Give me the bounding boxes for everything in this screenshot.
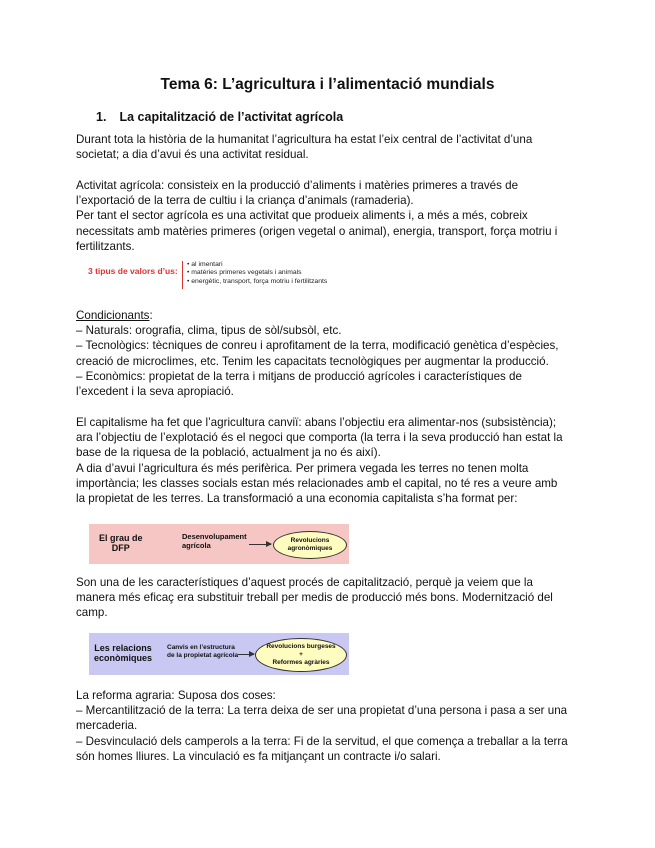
condicionants-heading: Condicionants	[76, 309, 150, 322]
figure-items	[187, 261, 327, 286]
section-heading	[96, 110, 343, 124]
text-line: manera més eficaç era substituir treball per medis de producció més bons. Modernització del	[76, 591, 553, 605]
text-line: – Mercantilització de la terra: La terra deixa de ser una propietat d’una persona i pasa a ser una	[76, 704, 568, 718]
text-line: camp.	[76, 606, 108, 620]
text-line: La reforma agraria: Suposa dos coses:	[76, 689, 276, 702]
diagram-oval: Revolucions agronòmiques	[273, 531, 347, 559]
text-line: són homes lliures. La vinculació es fa mitjançant un contracte i/o salari.	[76, 749, 441, 763]
paragraph-intro	[76, 132, 578, 162]
paragraph-capitalisme	[76, 415, 578, 506]
text-line: l’exportació de la terra de cultiu i la criança d’animals (ramaderia).	[76, 194, 414, 208]
arrow-icon	[249, 544, 271, 545]
diagram-middle-label: Desenvolupament agrícola	[182, 532, 247, 550]
text-line: creació de microclimes, etc. Tenim les capacitats tecnològiques per augmentar la producció.	[76, 354, 549, 368]
text-line: Durant tota la història de la humanitat l’agricultura ha estat l’eix central de l’activitat d’una	[76, 133, 533, 146]
diagram-grau-dfp	[89, 524, 349, 564]
condicionants-heading-line: Condicionants:	[76, 309, 153, 322]
section-number: 1.	[96, 110, 107, 124]
paragraph-reforma-agraria	[76, 688, 578, 764]
paragraph-condicionants	[76, 308, 578, 399]
text-line: El capitalisme ha fet que l’agricultura canviï: abans l’objectiu era alimentar-nos (subsistència);	[76, 416, 557, 429]
text-line: ara l’objectiu de l’explotació és el negoci que comporta (la terra i la seva producció han estat la	[76, 431, 563, 445]
text-line: societat; a dia d’avui és una activitat residual.	[76, 148, 309, 162]
text-line: Son una de les característiques d’aquest procés de capitalització, perquè ja veiem que la	[76, 576, 533, 589]
paragraph-caracteristiques	[76, 575, 578, 621]
arrow-icon	[238, 654, 254, 655]
text-line: – Tecnològics: tècniques de conreu i aprofitament de la terra, modificació genètica d’espècies,	[76, 339, 559, 353]
valors-us-figure	[88, 261, 408, 291]
diagram-left-label: El grau de DFP	[99, 533, 143, 553]
text-line: l’excedent i la seva apropiació.	[76, 385, 234, 399]
diagram-left-label: Les relacions econòmiques	[94, 643, 153, 663]
text-line: Activitat agrícola: consisteix en la producció d’aliments i matèries primeres a través de	[76, 179, 519, 192]
text-line: importància; les classes socials estan més relacionades amb el capital, no té res a veure amb	[76, 476, 558, 490]
text-line: – Econòmics: propietat de la terra i mitjans de producció agrícoles i característiques de	[76, 369, 522, 383]
figure-label: 3 tipus de valors d’us:	[88, 266, 178, 276]
diagram-oval: Revolucions burgeses + Reformes agràries	[255, 638, 347, 672]
page-title: Tema 6: L’agricultura i l’alimentació mundials	[160, 76, 495, 93]
text-line: fertilitzants.	[76, 239, 135, 253]
text-line: la propietat de les terres. La transformació a una economia capitalista s’ha format per:	[76, 492, 518, 506]
text-line: necessitats amb matèries primeres (origen vegetal o animal), energia, transport, força motriu i	[76, 224, 558, 238]
text-line: – Desvinculació dels camperols a la terra: Fi de la servitud, el que comença a treballar a la terra	[76, 734, 568, 748]
text-line: mercaderia.	[76, 719, 138, 733]
paragraph-activitat	[76, 178, 578, 254]
diagram-middle-label: Canvis en l’estructura de la propietat agrícola	[167, 644, 239, 659]
text-line: – Naturals: orografia, clima, tipus de sòl/subsòl, etc.	[76, 324, 342, 338]
text-line: A dia d’avui l’agricultura és més perifèrica. Per primera vegada les terres no tenen molta	[76, 461, 529, 475]
figure-item: • matèries primeres vegetals i animals	[187, 269, 302, 277]
figure-item: • energètic, transport, força motriu i fertilitzants	[187, 277, 328, 285]
text-line: Per tant el sector agrícola es una activitat que produeix aliments i, a més a més, cobreix	[76, 209, 528, 223]
diagram-relacions-economiques	[89, 633, 349, 675]
figure-divider	[182, 261, 183, 289]
section-title: La capitalització de l’activitat agrícola	[119, 110, 344, 124]
figure-item: • al imentari	[187, 261, 223, 268]
text-line: base de la riquesa de la població, actualment ja no és així).	[76, 446, 381, 460]
